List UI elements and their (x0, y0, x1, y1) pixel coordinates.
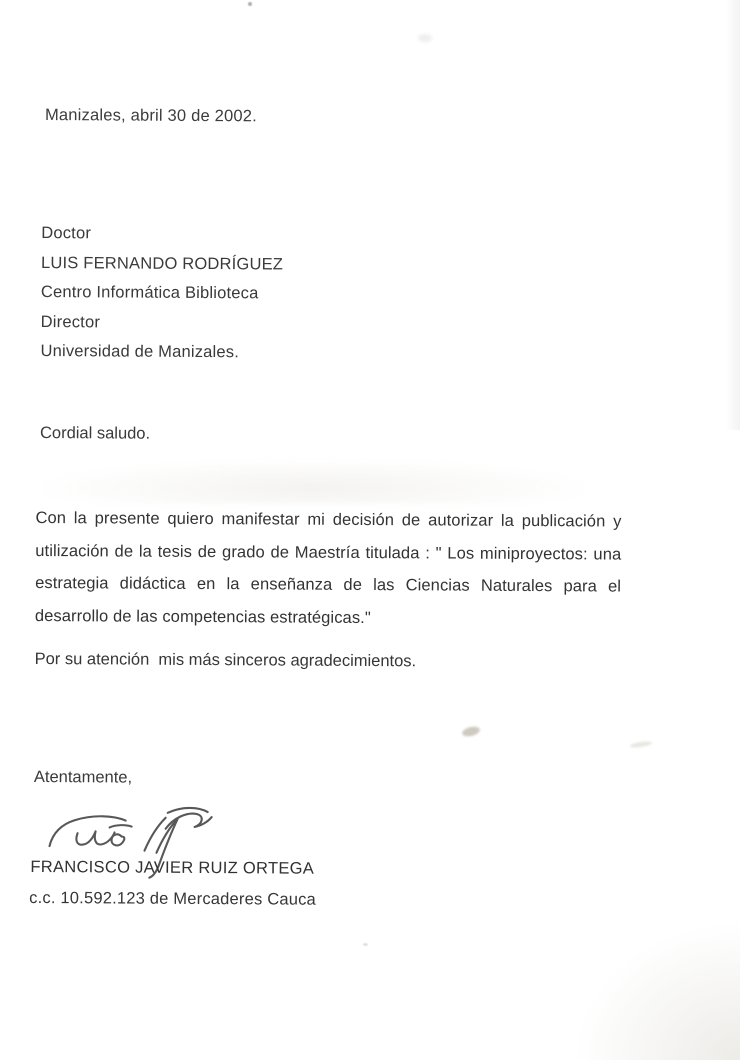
greeting-line: Cordial saludo. (39, 424, 151, 443)
body-paragraph (35, 502, 622, 636)
letter-date: Manizales, abril 30 de 2002. (44, 106, 258, 126)
body-line: Con la presente quiero manifestar mi decisión de autorizar la publicación y (35, 508, 622, 531)
closing-line: Atentamente, (33, 767, 133, 787)
body-line: desarrollo de las competencias estratégicas." (34, 606, 371, 627)
recipient-block (40, 219, 283, 368)
signatory-name: FRANCISCO JAVIER RUIZ ORTEGA (30, 857, 315, 878)
recipient-name: LUIS FERNANDO RODRÍGUEZ (41, 253, 284, 273)
signatory-id: c.c. 10.592.123 de Mercaderes Cauca (29, 888, 317, 909)
recipient-institution: Universidad de Manizales. (40, 342, 240, 362)
scan-speck (248, 2, 252, 6)
recipient-title: Doctor (41, 224, 92, 243)
recipient-position: Director (40, 312, 101, 331)
scan-speck (363, 943, 368, 946)
scan-smudge (418, 34, 432, 42)
thanks-line: Por su atención mis más sinceros agradecimientos. (34, 649, 417, 671)
body-line: utilización de la tesis de grado de Maestría titulada : " Los miniproyectos: una (35, 541, 622, 564)
body-line: estrategia didáctica en la enseñanza de las Ciencias Naturales para el (35, 573, 622, 596)
recipient-department: Centro Informática Biblioteca (40, 283, 259, 303)
